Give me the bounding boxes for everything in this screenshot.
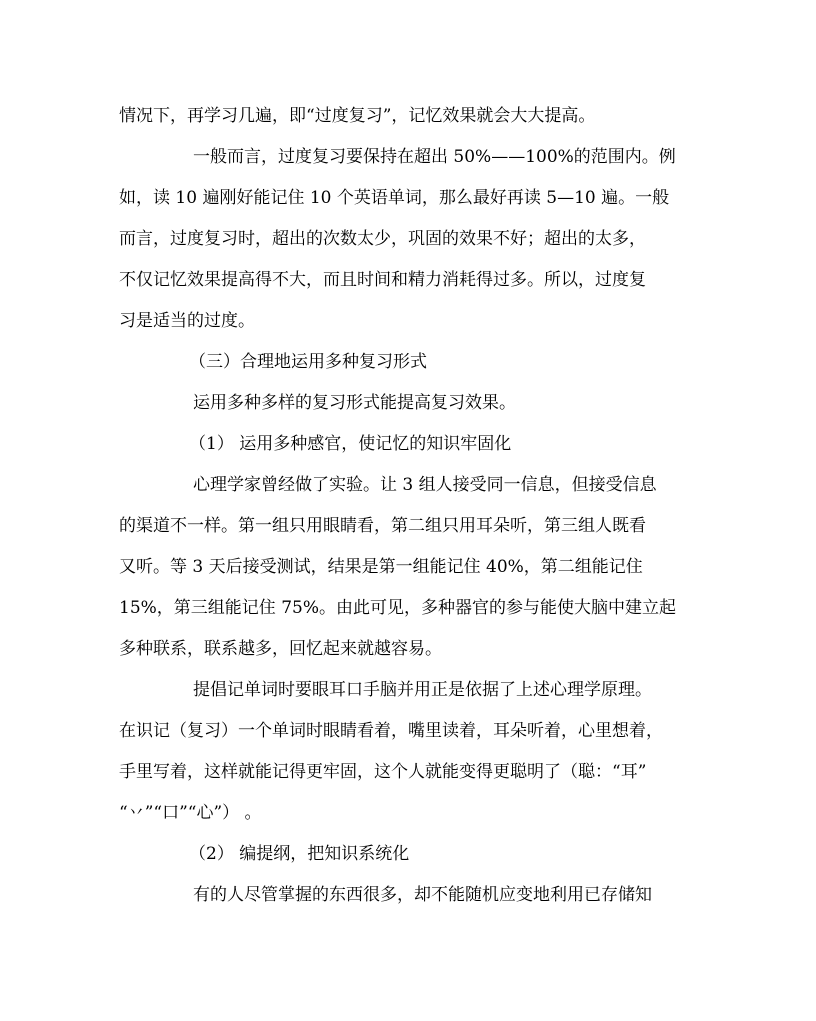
text-line: 提倡记单词时要眼耳口手脑并用正是依据了上述心理学原理。: [193, 680, 652, 700]
text-line: “丷”“口”“心”） 。: [119, 803, 262, 823]
text-line: 情况下，再学习几遍，即“过度复习”，记忆效果就会大大提高。: [119, 106, 596, 126]
text-line: 15%，第三组能记住 75%。由此可见，多种器官的参与能使大脑中建立起: [119, 598, 676, 618]
section-heading: （三）合理地运用多种复习形式: [189, 352, 427, 372]
text-line: 习是适当的过度。: [119, 311, 255, 331]
text-line: 多种联系，联系越多，回忆起来就越容易。: [119, 639, 442, 659]
subsection-heading: （2） 编提纲，把知识系统化: [189, 844, 410, 864]
text-line: 如，读 10 遍刚好能记住 10 个英语单词，那么最好再读 5—10 遍。一般: [119, 188, 670, 208]
text-line: 手里写着，这样就能记得更牢固，这个人就能变得更聪明了（聪：“耳”: [119, 762, 647, 782]
text-line: 又听。等 3 天后接受测试，结果是第一组能记住 40%，第二组能记住: [119, 557, 643, 577]
text-line: 一般而言，过度复习要保持在超出 50%——100%的范围内。例: [193, 147, 676, 167]
text-line: 在识记（复习）一个单词时眼睛看着，嘴里读着，耳朵听着，心里想着，: [119, 721, 663, 741]
text-line: 有的人尽管掌握的东西很多，却不能随机应变地利用已存储知: [193, 885, 652, 905]
text-line: 的渠道不一样。第一组只用眼睛看，第二组只用耳朵听，第三组人既看: [119, 516, 646, 536]
text-line: 运用多种多样的复习形式能提高复习效果。: [193, 393, 516, 413]
subsection-heading: （1） 运用多种感官，使记忆的知识牢固化: [189, 434, 512, 454]
body-text: [119, 96, 699, 916]
text-line: 心理学家曾经做了实验。让 3 组人接受同一信息，但接受信息: [193, 475, 657, 495]
text-line: 不仅记忆效果提高得不大，而且时间和精力消耗得过多。所以，过度复: [119, 270, 646, 290]
text-line: 而言，过度复习时，超出的次数太少，巩固的效果不好；超出的太多，: [119, 229, 646, 249]
